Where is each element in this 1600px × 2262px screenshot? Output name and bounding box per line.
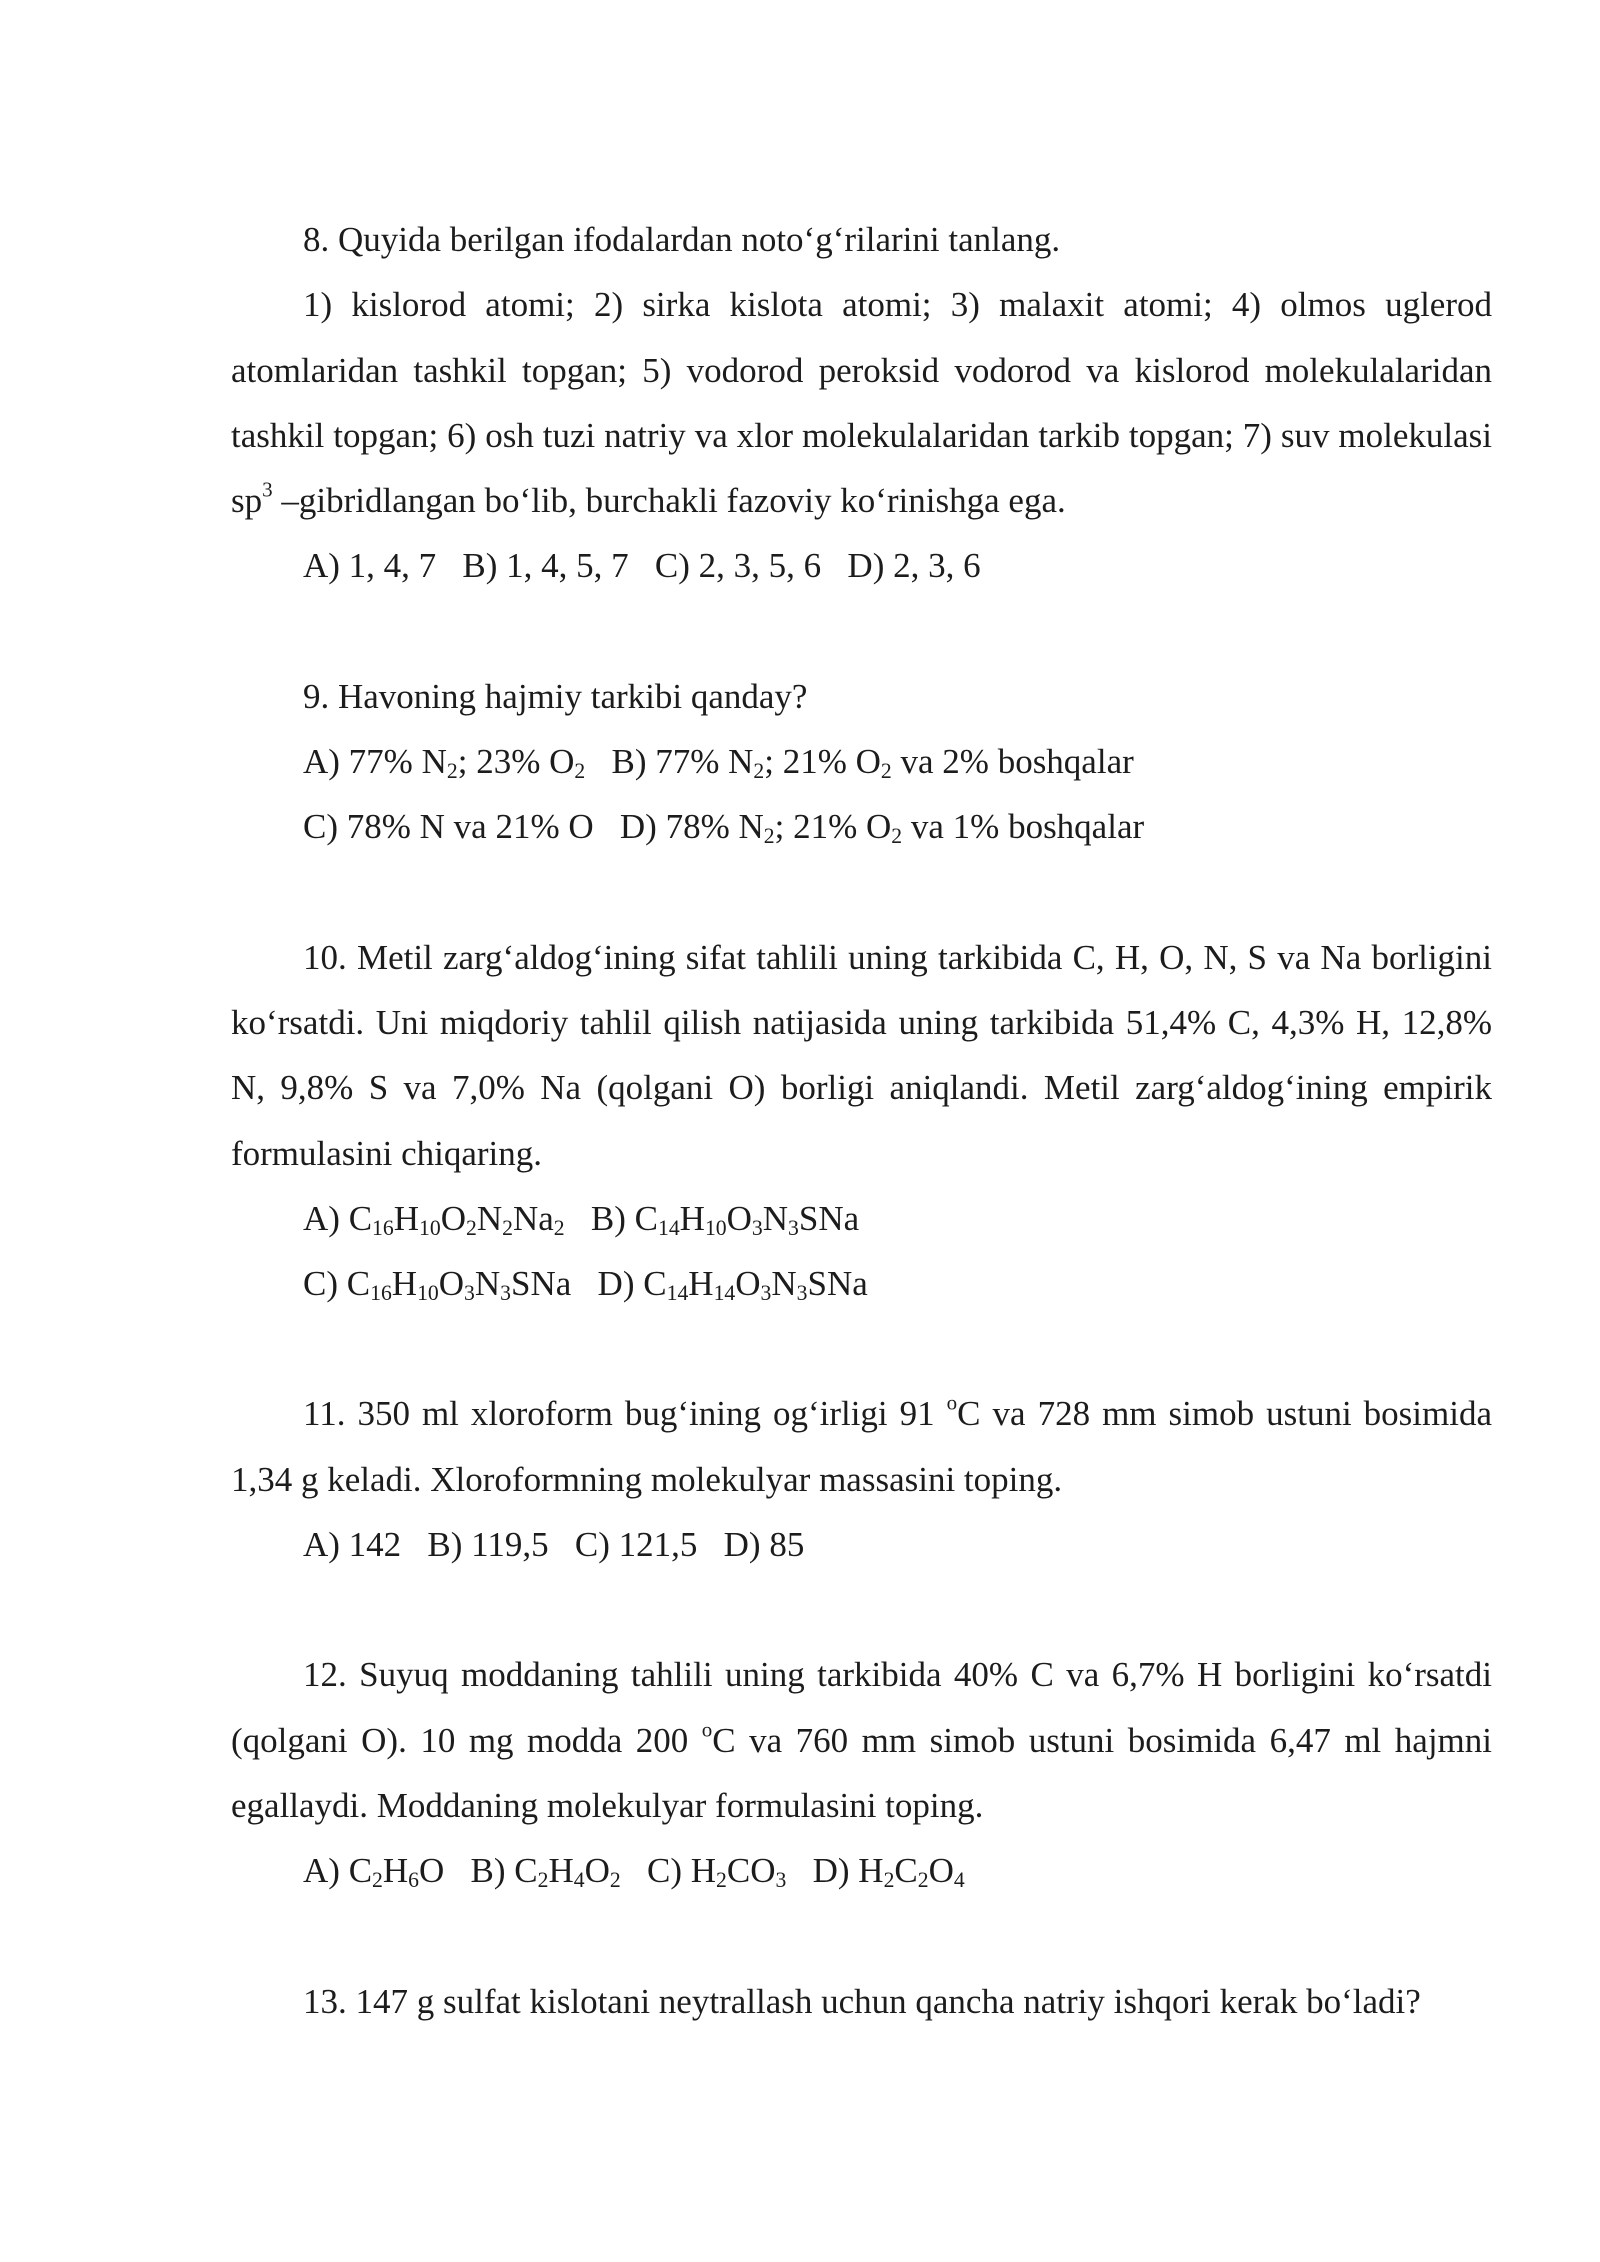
q9-d-sub-1: 2 bbox=[763, 824, 775, 849]
formula-subscript: 4 bbox=[573, 1868, 585, 1892]
q12-b-prefix: B) bbox=[444, 1851, 515, 1891]
formula-element: H bbox=[548, 1851, 574, 1891]
q9-a-mid: ; 23% O bbox=[457, 742, 575, 782]
q9-b-sub-2: 2 bbox=[880, 758, 892, 783]
question-8-statements bbox=[231, 272, 1492, 533]
question-10-answers-cd bbox=[231, 1251, 1492, 1316]
spacer bbox=[231, 860, 1492, 925]
q10-b-prefix: B) bbox=[564, 1198, 635, 1238]
question-11-text bbox=[231, 1381, 1492, 1512]
q10-formula-c bbox=[347, 1264, 572, 1303]
question-9-text: 9. Havoning hajmiy tarkibi qanday? bbox=[303, 676, 808, 716]
spacer bbox=[231, 599, 1492, 664]
q12-formula-b bbox=[514, 1851, 620, 1890]
formula-subscript: 2 bbox=[537, 1868, 549, 1892]
formula-element: C bbox=[643, 1264, 667, 1304]
q9-b-mid: ; 21% O bbox=[764, 742, 881, 782]
q9-b-label: B) 77% N bbox=[585, 742, 754, 782]
q10-c-prefix: C) bbox=[303, 1264, 347, 1304]
question-12-part-2: C va 760 mm simob ustuni bosimida 6,47 ml hajmni egallaydi. Moddaning molekulyar formulasini toping. bbox=[231, 1720, 1492, 1825]
q9-d-sub-2: 2 bbox=[891, 824, 903, 849]
formula-element: O bbox=[419, 1851, 445, 1891]
q10-d-prefix: D) bbox=[571, 1264, 644, 1304]
question-8-statements-part-1: 1) kislorod atomi; 2) sirka kislota atomi; 3) malaxit atomi; 4) olmos uglerod atomlaridan tashkil topgan; 5) vodorod peroksid vodorod va kislorod molekulalaridan tashkil topgan; 6) osh tuzi natriy va xlor molekulalaridan tarkib topgan; 7) suv molekulasi sp bbox=[231, 285, 1492, 521]
formula-subscript: 14 bbox=[657, 1215, 680, 1240]
formula-element: Na bbox=[512, 1198, 554, 1238]
formula-subscript: 10 bbox=[417, 1280, 439, 1305]
formula-subscript: 2 bbox=[609, 1868, 621, 1892]
question-11-part-2: C va 728 mm simob ustuni bosimida 1,34 g keladi. Xloroformning molekulyar massasini toping. bbox=[231, 1394, 1493, 1499]
formula-subscript: 14 bbox=[666, 1280, 689, 1305]
question-8-text: 8. Quyida berilgan ifodalardan noto‘g‘rilarini tanlang. bbox=[303, 220, 1061, 259]
formula-element: C bbox=[348, 1851, 373, 1891]
q9-d-label: D) 78% N bbox=[593, 807, 764, 847]
formula-element: C bbox=[894, 1851, 918, 1891]
formula-element: C bbox=[346, 1264, 371, 1304]
formula-subscript: 10 bbox=[704, 1215, 727, 1240]
q10-a-prefix: A) bbox=[303, 1198, 349, 1238]
q9-d-end: va 1% boshqalar bbox=[902, 807, 1145, 847]
formula-element: O bbox=[584, 1851, 610, 1891]
formula-element: O bbox=[438, 1264, 465, 1304]
question-8-superscript: 3 bbox=[262, 477, 273, 502]
formula-subscript: 2 bbox=[883, 1868, 895, 1892]
question-12-text bbox=[231, 1642, 1492, 1838]
formula-element: O bbox=[440, 1198, 466, 1238]
formula-element: N bbox=[474, 1264, 501, 1304]
q9-c-label: C) 78% N va 21% O bbox=[303, 807, 594, 847]
q10-formula-a bbox=[349, 1199, 565, 1238]
formula-element: H bbox=[688, 1264, 714, 1304]
q10-formula-b bbox=[635, 1199, 860, 1238]
formula-element: N bbox=[771, 1264, 797, 1304]
formula-subscript: 2 bbox=[502, 1215, 513, 1240]
formula-element: H bbox=[382, 1851, 409, 1891]
formula-subscript: 2 bbox=[465, 1215, 477, 1240]
formula-element: N bbox=[476, 1198, 503, 1238]
q9-b-end: va 2% boshqalar bbox=[891, 742, 1134, 782]
q9-a-sub-1: 2 bbox=[446, 758, 458, 783]
question-11-part-1: 11. 350 ml xloroform bug‘ining og‘irligi 91 bbox=[303, 1394, 947, 1434]
question-13-text: 13. 147 g sulfat kislotani neytrallash uchun qancha natriy ishqori kerak bo‘ladi? bbox=[303, 1981, 1421, 2021]
formula-element: H bbox=[393, 1198, 420, 1238]
formula-element: O bbox=[928, 1851, 954, 1891]
formula-element: O bbox=[726, 1198, 752, 1238]
formula-element: C bbox=[514, 1851, 538, 1891]
question-12-answers bbox=[231, 1838, 1492, 1903]
formula-subscript: 3 bbox=[464, 1280, 475, 1305]
formula-element: C bbox=[348, 1198, 373, 1238]
formula-subscript: 16 bbox=[370, 1280, 392, 1305]
formula-element: SNa bbox=[798, 1198, 860, 1238]
question-9-answers-cd bbox=[231, 794, 1492, 859]
question-9-answers-ab bbox=[231, 729, 1492, 794]
q12-formula-d bbox=[858, 1851, 964, 1890]
formula-element: H bbox=[391, 1264, 418, 1304]
q9-a-sub-2: 2 bbox=[574, 758, 586, 783]
q12-d-prefix: D) bbox=[786, 1851, 859, 1891]
question-10-text: 10. Metil zarg‘aldog‘ining sifat tahlili uning tarkibida C, H, O, N, S va Na borligini ko‘rsatdi. Uni miqdoriy tahlil qilish natijasida uning tarkibida 51,4% C, 4,3% H, 12,8% N, 9,8% S va 7,0% Na (qolgani O) borligi aniqlandi. Metil zarg‘aldog‘ining empirik formulasini chiqaring. bbox=[231, 937, 1492, 1173]
q12-formula-a bbox=[349, 1851, 445, 1890]
formula-subscript: 10 bbox=[419, 1215, 441, 1240]
spacer bbox=[231, 1577, 1492, 1642]
formula-subscript: 4 bbox=[953, 1868, 965, 1892]
formula-subscript: 3 bbox=[751, 1215, 763, 1240]
formula-element: CO bbox=[726, 1851, 776, 1891]
formula-subscript: 2 bbox=[917, 1868, 929, 1892]
formula-element: H bbox=[679, 1198, 705, 1238]
q9-d-mid: ; 21% O bbox=[774, 807, 892, 847]
spacer bbox=[231, 1904, 1492, 1969]
q12-c-prefix: C) bbox=[620, 1851, 691, 1891]
formula-subscript: 2 bbox=[716, 1868, 727, 1892]
formula-subscript: 6 bbox=[408, 1868, 420, 1892]
formula-element: C bbox=[634, 1198, 658, 1238]
formula-subscript: 3 bbox=[796, 1280, 808, 1305]
formula-subscript: 3 bbox=[788, 1215, 799, 1240]
q12-formula-c bbox=[691, 1851, 787, 1890]
formula-subscript: 3 bbox=[775, 1868, 787, 1892]
formula-subscript: 3 bbox=[500, 1280, 512, 1305]
formula-subscript: 2 bbox=[372, 1868, 383, 1892]
formula-subscript: 14 bbox=[713, 1280, 736, 1305]
document-page bbox=[231, 207, 1492, 2034]
q12-a-prefix: A) bbox=[303, 1851, 349, 1891]
formula-subscript: 16 bbox=[372, 1215, 394, 1240]
question-11-degree: o bbox=[946, 1390, 958, 1415]
formula-element: O bbox=[735, 1264, 761, 1304]
question-11-answers: A) 142 B) 119,5 C) 121,5 D) 85 bbox=[303, 1525, 805, 1565]
question-8-answers: A) 1, 4, 7 B) 1, 4, 5, 7 C) 2, 3, 5, 6 D) 2, 3, 6 bbox=[303, 546, 981, 586]
formula-subscript: 3 bbox=[760, 1280, 772, 1305]
q9-b-sub-1: 2 bbox=[753, 758, 765, 783]
question-8-statements-part-2: –gibridlangan bo‘lib, burchakli fazoviy ko‘rinishga ega. bbox=[272, 481, 1066, 521]
formula-element: SNa bbox=[807, 1264, 868, 1304]
question-12-part-1: 12. Suyuq moddaning tahlili uning tarkibida 40% C va 6,7% H borligini ko‘rsatdi (qolgani O). 10 mg modda 200 bbox=[231, 1655, 1492, 1760]
formula-element: N bbox=[762, 1198, 789, 1238]
formula-subscript: 2 bbox=[553, 1215, 565, 1240]
q9-a-label: A) 77% N bbox=[303, 742, 447, 782]
formula-element: SNa bbox=[511, 1264, 572, 1304]
question-10-answers-ab bbox=[231, 1186, 1492, 1251]
q10-formula-d bbox=[643, 1264, 868, 1303]
formula-element: H bbox=[858, 1851, 884, 1891]
question-12-degree: o bbox=[701, 1716, 713, 1741]
spacer bbox=[231, 1316, 1492, 1381]
formula-element: H bbox=[690, 1851, 717, 1891]
